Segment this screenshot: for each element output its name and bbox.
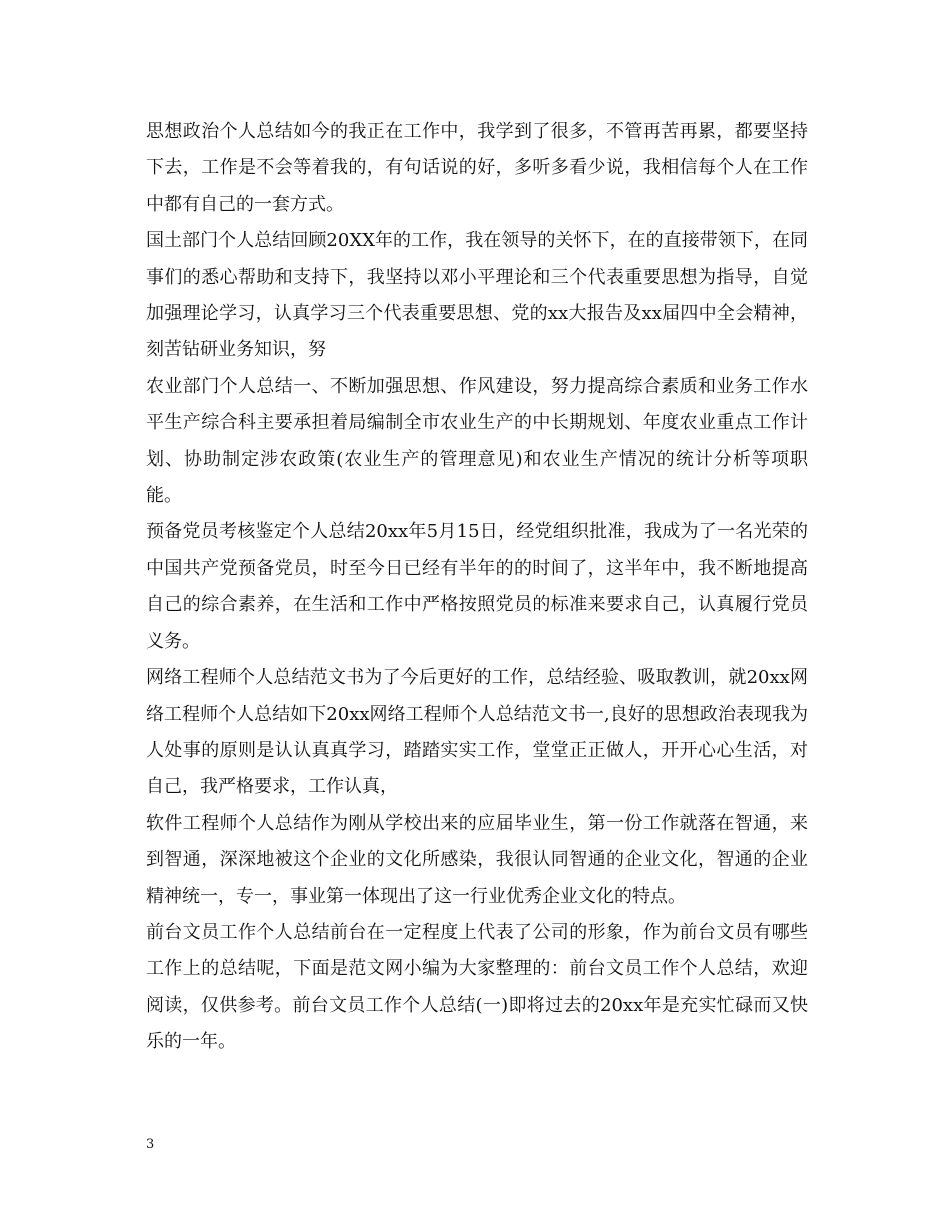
paragraph-probationary-member-summary: 预备党员考核鉴定个人总结20xx年5月15日，经党组织批准，我成为了一名光荣的中国共产党预备党员，时至今日已经有半年的的时间了，这半年中，我不断地提高自己的综合素养，在生活和工作中严格按照党员的标准来要求自己，认真履行党员义务。 bbox=[146, 521, 808, 652]
document-body bbox=[146, 114, 808, 1061]
paragraph-political-summary: 思想政治个人总结如今的我正在工作中，我学到了很多，不管再苦再累，都要坚持下去，工作是不会等着我的，有句话说的好，多听多看少说，我相信每个人在工作中都有自己的一套方式。 bbox=[146, 121, 808, 215]
paragraph-agriculture-department-summary: 农业部门个人总结一、不断加强思想、作风建设，努力提高综合素质和业务工作水平生产综合科主要承担着局编制全市农业生产的中长期规划、年度农业重点工作计划、协助制定涉农政策(农业生产的管理意见)和农业生产情况的统计分析等项职能。 bbox=[146, 375, 808, 507]
paragraph-land-department-summary: 国土部门个人总结回顾20XX年的工作，我在领导的关怀下，在的直接带领下，在同事们的悉心帮助和支持下，我坚持以邓小平理论和三个代表重要思想为指导，自觉加强理论学习，认真学习三个代表重要思想、党的xx大报告及xx届四中全会精神，刻苦钻研业务知识，努 bbox=[146, 230, 808, 361]
page-number: 3 bbox=[146, 1137, 155, 1152]
paragraph-network-engineer-summary: 网络工程师个人总结范文书为了今后更好的工作，总结经验、吸取教训，就20xx网络工程师个人总结如下20xx网络工程师个人总结范文书一,良好的思想政治表现我为人处事的原则是认认真真学习，踏踏实实工作，堂堂正正做人，开开心心生活，对自己，我严格要求，工作认真， bbox=[146, 667, 808, 798]
paragraph-software-engineer-summary: 软件工程师个人总结作为刚从学校出来的应届毕业生，第一份工作就落在智通，来到智通，深深地被这个企业的文化所感染，我很认同智通的企业文化，智通的企业精神统一，专一，事业第一体现出了这一行业优秀企业文化的特点。 bbox=[146, 812, 808, 907]
paragraph-front-desk-summary: 前台文员工作个人总结前台在一定程度上代表了公司的形象，作为前台文员有哪些工作上的总结呢，下面是范文网小编为大家整理的：前台文员工作个人总结，欢迎阅读，仅供参考。前台文员工作个人总结(一)即将过去的20xx年是充实忙碌而又快乐的一年。 bbox=[146, 921, 808, 1053]
